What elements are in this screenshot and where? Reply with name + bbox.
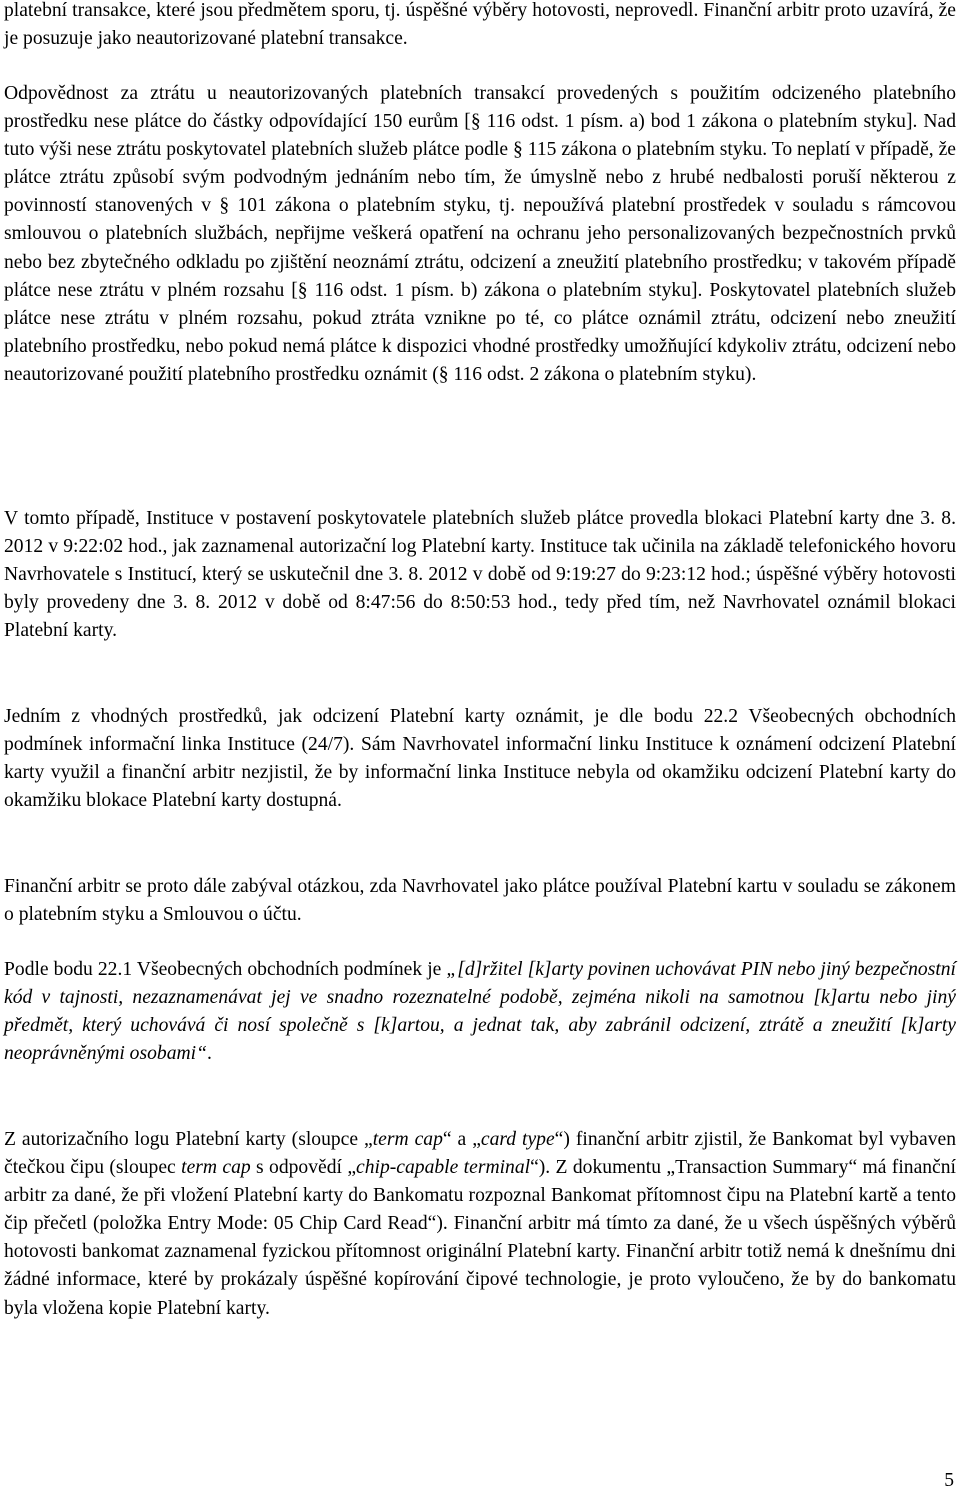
paragraph-7-part1: Z autorizačního logu Platební karty (sloupce „ [4, 1129, 373, 1150]
paragraph-5: Finanční arbitr se proto dále zabýval otázkou, zda Navrhovatel jako plátce používal Platební kartu v souladu se zákonem o platebním styku a Smlouvou o účtu. [4, 876, 956, 926]
paragraph-4: Jedním z vhodných prostředků, jak odcizení Platební karty oznámit, je dle bodu 22.2 Všeobecných obchodních podmínek informační linka Instituce (24/7). Sám Navrhovatel informační linku Instituce k oznámení odcizení Platební karty využil a finanční arbitr nezjistil, že by informační linka Instituce nebyla od okamžiku odcizení Platební karty do okamžiku blokace Platební karty dostupná. [4, 706, 956, 812]
paragraph-7-part5: “). Z dokumentu „Transaction Summary“ má finanční arbitr za dané, že při vložení Platební karty do Bankomatu rozpoznal Bankomat přítomnost čipu na Platební kartě a tento čip přečetl (položka Entry Mode: 05 Chip Card Read“). Finanční arbitr má tímto za dané, že u všech úspěšných výběrů hotovosti bankomat zaznamenal fyzickou přítomnost originální Platební karty. Finanční arbitr totiž nemá k dnešnímu dni žádné informace, které by prokázaly úspěšné kopírování čipové technologie, je proto vyloučeno, že by do bankomatu byla vložena kopie Platební karty. [4, 1157, 956, 1319]
paragraph-7 [4, 1126, 956, 1323]
paragraph-7-em3: term cap [181, 1157, 251, 1179]
paragraph-1: platební transakce, které jsou předmětem sporu, tj. úspěšné výběry hotovosti, neprovedl. Finanční arbitr proto uzavírá, že je posuzuje jako neautorizované platební transakce. [4, 0, 956, 50]
paragraph-7-em2: card type [480, 1129, 555, 1150]
paragraph-7-part3: “) finanční arbitr zjistil, že Bankomat byl vybaven čtečkou čipu (sloupec [4, 1129, 956, 1179]
paragraph-6-lead: Podle bodu 22.1 Všeobecných obchodních podmínek je [4, 959, 447, 980]
paragraph-7-em4: chip-capable terminal [356, 1157, 531, 1179]
paragraph-2: Odpovědnost za ztrátu u neautorizovaných platebních transakcí provedených s použitím odcizeného platebního prostředku nese plátce do částky odpovídající 150 eurům [§ 116 odst. 1 písm. a) bod 1 zákona o platebním styku]. Nad tuto výši nese ztrátu poskytovatel platebních služeb plátce podle § 115 zákona o platebním styku. To neplatí v případě, že plátce ztrátu způsobí svým podvodným jednáním nebo tím, že úmyslně nebo z hrubé nedbalosti poruší některou z povinností stanovených v § 101 zákona o platebním styku, tj. nepoužívá platební prostředek v souladu s rámcovou smlouvou o platebních službách, nepřijme veškerá opatření na ochranu jeho personalizovaných bezpečnostních prvků nebo bez zbytečného odkladu po zjištění neoznámí ztrátu, odcizení a zneužití platebního prostředku; v takovém případě plátce nese ztrátu v plném rozsahu [§ 116 odst. 1 písm. b) zákona o platebním styku]. Poskytovatel platebních služeb plátce nese ztrátu v plném rozsahu, pokud ztráta vznikne po té, co plátce oznámil ztrátu, odcizení nebo zneužití platebního prostředku, nebo pokud nemá plátce k dispozici vhodné prostředky umožňující kdykoliv ztrátu, odcizení nebo neautorizované použití platebního prostředku oznámit (§ 116 odst. 2 zákona o platebním styku). [4, 83, 956, 385]
paragraph-3: V tomto případě, Instituce v postavení poskytovatele platebních služeb plátce provedla blokaci Platební karty dne 3. 8. 2012 v 9:22:02 hod., jak zaznamenal autorizační log Platební karty. Instituce tak učinila na základě telefonického hovoru Navrhovatele s Institucí, který se uskutečnil dne 3. 8. 2012 v době od 9:19:27 do 9:23:12 hod.; úspěšné výběry hotovosti byly provedeny dne 3. 8. 2012 v době od 8:47:56 do 8:50:53 hod., tedy před tím, než Navrhovatel oznámil blokaci Platební karty. [4, 508, 956, 642]
paragraph-6-quote: „[d]ržitel [k]arty povinen uchovávat PIN nebo jiný bezpečnostní kód v tajnosti, nezaznamenávat jej ve snadno rozeznatelné podobě, zejména nikoli na samotnou [k]artu nebo jiný předmět, který uchovává či nosí společně s [k]artou, a jednat tak, aby zabránil odcizení, ztrátě a zneužití [k]arty neoprávněnými osobami“ [4, 959, 957, 1065]
paragraph-7-em1: term cap [372, 1129, 443, 1150]
paragraph-6 [4, 956, 956, 1068]
paragraph-7-part2: “ a „ [442, 1129, 481, 1150]
page-number: 5 [944, 1470, 954, 1491]
paragraph-6-tail: . [207, 1043, 212, 1065]
paragraph-7-part4: s odpovědí „ [250, 1157, 357, 1179]
